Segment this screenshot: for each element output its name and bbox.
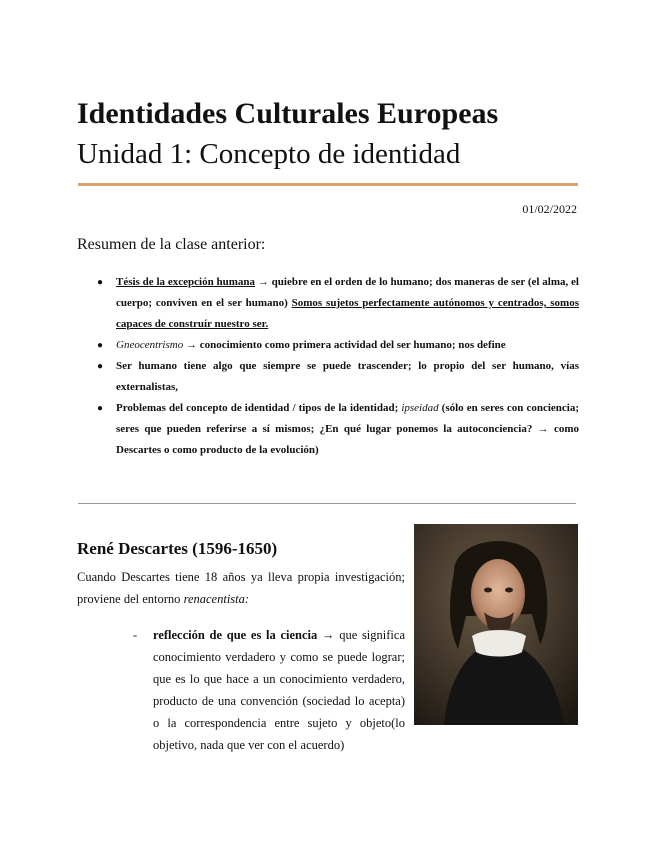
bullet-dot-icon: ● <box>97 277 104 288</box>
bullet-emphasis: Somos sujetos perfectamente autónomos y centrados, somos capaces de construír nuestro ser. <box>116 297 579 330</box>
title-underline-rule <box>78 183 578 186</box>
bullet-text: Problemas del concepto de identidad / tipos de la identidad; <box>116 402 402 414</box>
summary-bullet-list <box>97 272 579 461</box>
bullet-term: Gneocentrismo <box>116 339 184 351</box>
list-item <box>97 272 579 335</box>
list-item <box>97 335 579 356</box>
bullet-dot-icon: ● <box>97 340 104 351</box>
bullet-text: (sólo en seres con conciencia; seres que pueden referirse a sí mismos; ¿En qué lugar ponemos la autoconciencia? → como Descartes o como producto de la evolución) <box>116 402 579 456</box>
descartes-paragraph <box>77 566 405 610</box>
list-item <box>97 398 579 461</box>
document-date: 01/02/2022 <box>522 202 577 216</box>
bullet-dot-icon: ● <box>97 361 104 372</box>
dash-bullet-icon: - <box>133 628 138 642</box>
document-subtitle: Unidad 1: Concepto de identidad <box>77 138 461 170</box>
sub-item-text: → que significa conocimiento verdadero y como se puede lograr; que es lo que hace a un conocimiento verdadero, producto de una convención (sociedad lo acepta) o la correspondencia entre sujeto y objeto(lo objetivo, nada que ver con el acuerdo) <box>153 628 405 752</box>
paragraph-italic-term: renacentista: <box>183 592 250 606</box>
bullet-term: ipseidad <box>401 402 439 414</box>
bullet-term: Tésis de la excepción humana <box>116 276 256 288</box>
bullet-text: → quiebre en el orden de lo humano; dos maneras de ser (el alma, el cuerpo; conviven en el ser humano) <box>116 276 579 309</box>
descartes-heading: René Descartes (1596-1650) <box>77 539 278 558</box>
list-item <box>133 624 405 756</box>
bullet-text: → conocimiento como primera actividad del ser humano; nos define <box>183 339 506 351</box>
section-divider <box>78 503 576 504</box>
bullet-text: Ser humano tiene algo que siempre se puede trascender; lo propio del ser humano, vías externalistas, <box>116 360 579 393</box>
paragraph-text: Cuando Descartes tiene 18 años ya lleva propia investigación; proviene del entorno <box>77 570 405 606</box>
list-item <box>97 356 579 398</box>
bullet-dot-icon: ● <box>97 403 104 414</box>
descartes-sub-list <box>133 624 405 756</box>
document-title: Identidades Culturales Europeas <box>77 97 499 130</box>
summary-heading: Resumen de la clase anterior: <box>77 236 266 253</box>
descartes-portrait-image <box>414 524 578 725</box>
sub-item-term: reflección de que es la ciencia <box>153 628 318 642</box>
